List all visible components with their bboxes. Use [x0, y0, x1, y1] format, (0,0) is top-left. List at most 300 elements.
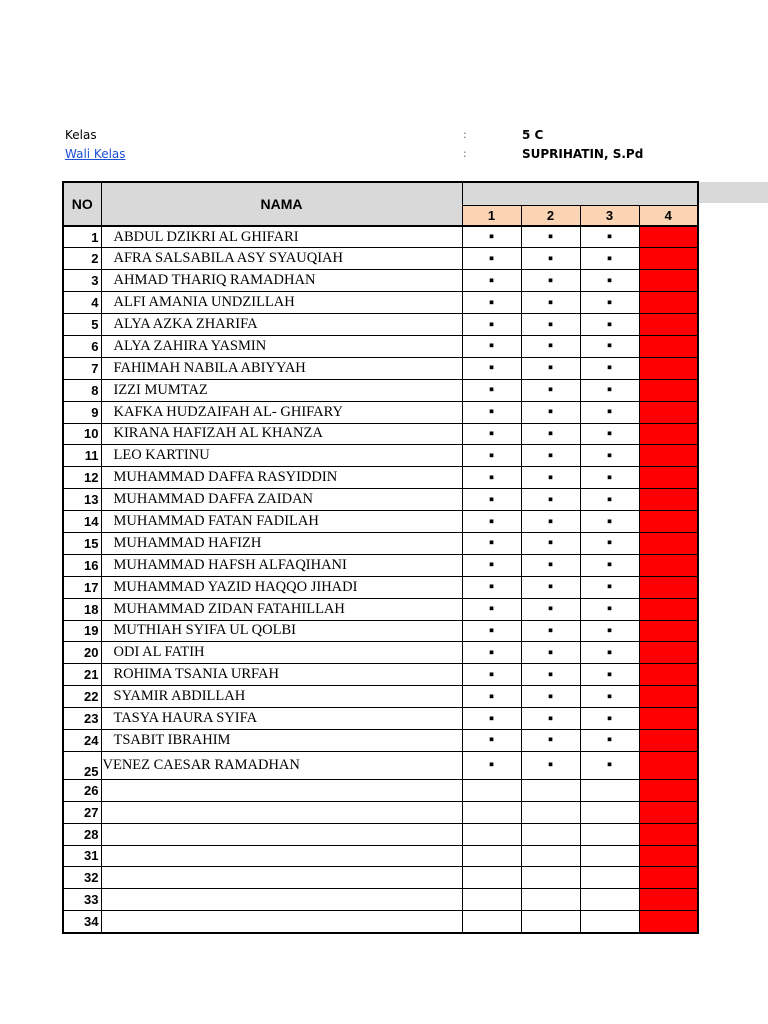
attendance-cell-2: [521, 779, 580, 801]
attendance-cell-2: [521, 292, 580, 314]
attendance-cell-4: [639, 314, 698, 336]
attendance-mark: ▪: [547, 424, 554, 442]
attendance-mark: ▪: [488, 337, 495, 355]
attendance-table: [62, 181, 699, 934]
student-name: TASYA HAURA SYIFA: [101, 708, 462, 730]
table-row: [63, 467, 698, 489]
attendance-cell-3: [580, 576, 639, 598]
attendance-cell-2: [521, 729, 580, 751]
row-number: 33: [63, 889, 101, 911]
attendance-mark: ▪: [547, 293, 554, 311]
attendance-cell-4: [639, 889, 698, 911]
attendance-cell-2: [521, 314, 580, 336]
attendance-cell-1: [462, 686, 521, 708]
attendance-mark: ▪: [488, 578, 495, 596]
attendance-cell-2: [521, 511, 580, 533]
attendance-mark: ▪: [606, 293, 613, 311]
student-name: [101, 867, 462, 889]
attendance-mark: ▪: [547, 709, 554, 727]
attendance-mark: ▪: [488, 293, 495, 311]
attendance-mark: ▪: [606, 381, 613, 399]
attendance-cell-2: [521, 357, 580, 379]
attendance-mark: ▪: [547, 621, 554, 639]
attendance-cell-3: [580, 467, 639, 489]
attendance-mark: ▪: [606, 556, 613, 574]
attendance-cell-4: [639, 686, 698, 708]
attendance-mark: ▪: [488, 643, 495, 661]
attendance-cell-1: [462, 889, 521, 911]
attendance-mark: ▪: [488, 359, 495, 377]
attendance-cell-1: [462, 467, 521, 489]
attendance-cell-2: [521, 248, 580, 270]
attendance-mark: ▪: [547, 731, 554, 749]
attendance-cell-2: [521, 911, 580, 933]
attendance-cell-3: [580, 270, 639, 292]
row-number: 1: [63, 226, 101, 248]
attendance-mark: ▪: [488, 403, 495, 421]
kelas-value: 5 C: [522, 128, 544, 142]
row-number: 13: [63, 489, 101, 511]
student-name: MUTHIAH SYIFA UL QOLBI: [101, 620, 462, 642]
student-name: KAFKA HUDZAIFAH AL- GHIFARY: [101, 401, 462, 423]
attendance-mark: ▪: [488, 600, 495, 618]
attendance-mark: ▪: [547, 337, 554, 355]
attendance-mark: ▪: [547, 756, 554, 774]
student-name: [101, 801, 462, 823]
attendance-mark: ▪: [488, 665, 495, 683]
row-number: 12: [63, 467, 101, 489]
attendance-mark: ▪: [488, 315, 495, 333]
table-row: [63, 335, 698, 357]
student-rows: [63, 226, 698, 933]
attendance-mark: ▪: [547, 315, 554, 333]
attendance-mark: ▪: [547, 643, 554, 661]
attendance-cell-3: [580, 401, 639, 423]
attendance-mark: ▪: [488, 228, 495, 246]
attendance-cell-3: [580, 867, 639, 889]
row-number: 4: [63, 292, 101, 314]
table-row: [63, 801, 698, 823]
row-number: 31: [63, 845, 101, 867]
attendance-mark: ▪: [547, 534, 554, 552]
row-number: 3: [63, 270, 101, 292]
student-name: ALFI AMANIA UNDZILLAH: [101, 292, 462, 314]
student-name: MUHAMMAD FATAN FADILAH: [101, 511, 462, 533]
attendance-cell-3: [580, 708, 639, 730]
attendance-cell-4: [639, 751, 698, 779]
table-row: [63, 401, 698, 423]
attendance-cell-3: [580, 779, 639, 801]
row-number: 17: [63, 576, 101, 598]
attendance-cell-2: [521, 401, 580, 423]
attendance-cell-3: [580, 801, 639, 823]
attendance-cell-2: [521, 445, 580, 467]
table-row: [63, 729, 698, 751]
row-number: 32: [63, 867, 101, 889]
attendance-cell-3: [580, 248, 639, 270]
attendance-mark: ▪: [547, 249, 554, 267]
row-number: 16: [63, 554, 101, 576]
attendance-cell-2: [521, 379, 580, 401]
table-row: [63, 823, 698, 845]
attendance-cell-4: [639, 867, 698, 889]
attendance-cell-3: [580, 729, 639, 751]
attendance-cell-1: [462, 554, 521, 576]
attendance-cell-3: [580, 489, 639, 511]
attendance-cell-4: [639, 445, 698, 467]
attendance-cell-2: [521, 467, 580, 489]
attendance-cell-3: [580, 642, 639, 664]
table-row: [63, 889, 698, 911]
attendance-mark: ▪: [606, 687, 613, 705]
student-name: [101, 779, 462, 801]
attendance-cell-1: [462, 314, 521, 336]
attendance-mark: ▪: [606, 249, 613, 267]
attendance-cell-4: [639, 357, 698, 379]
attendance-cell-3: [580, 554, 639, 576]
attendance-cell-1: [462, 664, 521, 686]
col-2-header: 2: [521, 205, 580, 226]
student-name: ABDUL DZIKRI AL GHIFARI: [101, 226, 462, 248]
row-number: 25: [63, 751, 101, 779]
row-number: 26: [63, 779, 101, 801]
attendance-cell-2: [521, 620, 580, 642]
row-number: 14: [63, 511, 101, 533]
student-name: KIRANA HAFIZAH AL KHANZA: [101, 423, 462, 445]
attendance-mark: ▪: [488, 424, 495, 442]
attendance-cell-1: [462, 292, 521, 314]
row-number: 24: [63, 729, 101, 751]
student-name: SYAMIR ABDILLAH: [101, 686, 462, 708]
attendance-cell-2: [521, 335, 580, 357]
attendance-cell-1: [462, 801, 521, 823]
attendance-cell-4: [639, 779, 698, 801]
table-row: [63, 532, 698, 554]
row-number: 34: [63, 911, 101, 933]
table-row: [63, 423, 698, 445]
attendance-cell-2: [521, 686, 580, 708]
attendance-mark: ▪: [488, 249, 495, 267]
attendance-cell-3: [580, 845, 639, 867]
attendance-cell-4: [639, 226, 698, 248]
row-number: 23: [63, 708, 101, 730]
attendance-mark: ▪: [547, 512, 554, 530]
student-name: [101, 845, 462, 867]
attendance-mark: ▪: [606, 468, 613, 486]
student-name: [101, 823, 462, 845]
attendance-cell-3: [580, 889, 639, 911]
attendance-mark: ▪: [606, 731, 613, 749]
attendance-mark: ▪: [606, 665, 613, 683]
attendance-cell-3: [580, 823, 639, 845]
attendance-cell-2: [521, 270, 580, 292]
attendance-cell-1: [462, 401, 521, 423]
attendance-cell-1: [462, 823, 521, 845]
table-row: [63, 708, 698, 730]
attendance-cell-1: [462, 751, 521, 779]
attendance-cell-3: [580, 335, 639, 357]
table-row: [63, 292, 698, 314]
attendance-mark: ▪: [606, 403, 613, 421]
table-row: [63, 357, 698, 379]
attendance-mark: ▪: [606, 621, 613, 639]
attendance-mark: ▪: [547, 359, 554, 377]
attendance-mark: ▪: [606, 512, 613, 530]
header-nama: NAMA: [101, 182, 462, 226]
table-row: [63, 554, 698, 576]
table-row: [63, 270, 698, 292]
attendance-mark: ▪: [488, 381, 495, 399]
col-3-header: 3: [580, 205, 639, 226]
attendance-cell-3: [580, 620, 639, 642]
attendance-cell-4: [639, 532, 698, 554]
attendance-mark: ▪: [606, 643, 613, 661]
attendance-cell-1: [462, 867, 521, 889]
attendance-cell-3: [580, 357, 639, 379]
attendance-cell-3: [580, 532, 639, 554]
attendance-cell-4: [639, 911, 698, 933]
table-row: [63, 314, 698, 336]
attendance-mark: ▪: [606, 600, 613, 618]
attendance-cell-4: [639, 708, 698, 730]
attendance-cell-4: [639, 729, 698, 751]
attendance-mark: ▪: [606, 424, 613, 442]
attendance-cell-2: [521, 889, 580, 911]
student-name: MUHAMMAD HAFIZH: [101, 532, 462, 554]
attendance-cell-2: [521, 576, 580, 598]
attendance-mark: ▪: [547, 468, 554, 486]
attendance-cell-3: [580, 226, 639, 248]
attendance-cell-1: [462, 248, 521, 270]
attendance-cell-2: [521, 867, 580, 889]
table-row: [63, 226, 698, 248]
attendance-cell-2: [521, 708, 580, 730]
attendance-cell-2: [521, 226, 580, 248]
table-row: [63, 867, 698, 889]
attendance-mark: ▪: [547, 228, 554, 246]
attendance-cell-1: [462, 620, 521, 642]
attendance-cell-4: [639, 379, 698, 401]
attendance-mark: ▪: [547, 687, 554, 705]
student-name: IZZI MUMTAZ: [101, 379, 462, 401]
attendance-cell-4: [639, 664, 698, 686]
attendance-cell-1: [462, 379, 521, 401]
row-number: 11: [63, 445, 101, 467]
attendance-mark: ▪: [488, 490, 495, 508]
attendance-cell-1: [462, 708, 521, 730]
header-group: [462, 182, 698, 205]
attendance-cell-4: [639, 489, 698, 511]
attendance-cell-4: [639, 620, 698, 642]
attendance-cell-3: [580, 686, 639, 708]
col-4-header: 4: [639, 205, 698, 226]
student-name: MUHAMMAD ZIDAN FATAHILLAH: [101, 598, 462, 620]
table-row: [63, 911, 698, 933]
attendance-mark: ▪: [547, 490, 554, 508]
row-number: 22: [63, 686, 101, 708]
attendance-cell-4: [639, 292, 698, 314]
attendance-mark: ▪: [488, 621, 495, 639]
attendance-cell-1: [462, 357, 521, 379]
attendance-cell-1: [462, 845, 521, 867]
attendance-cell-1: [462, 911, 521, 933]
attendance-mark: ▪: [488, 271, 495, 289]
table-row: [63, 620, 698, 642]
attendance-mark: ▪: [547, 665, 554, 683]
row-number: 2: [63, 248, 101, 270]
attendance-mark: ▪: [547, 403, 554, 421]
attendance-cell-2: [521, 598, 580, 620]
row-number: 8: [63, 379, 101, 401]
row-number: 27: [63, 801, 101, 823]
row-number: 5: [63, 314, 101, 336]
attendance-cell-2: [521, 642, 580, 664]
table-row: [63, 598, 698, 620]
student-name: ALYA AZKA ZHARIFA: [101, 314, 462, 336]
table-row: [63, 779, 698, 801]
col-1-header: 1: [462, 205, 521, 226]
kelas-colon: :: [463, 128, 467, 141]
attendance-cell-1: [462, 642, 521, 664]
row-number: 9: [63, 401, 101, 423]
attendance-cell-1: [462, 576, 521, 598]
student-name: AFRA SALSABILA ASY SYAUQIAH: [101, 248, 462, 270]
table-row: [63, 664, 698, 686]
attendance-cell-1: [462, 598, 521, 620]
attendance-cell-2: [521, 801, 580, 823]
attendance-cell-1: [462, 445, 521, 467]
student-name: MUHAMMAD YAZID HAQQO JIHADI: [101, 576, 462, 598]
attendance-cell-2: [521, 664, 580, 686]
student-name: [101, 889, 462, 911]
attendance-cell-4: [639, 801, 698, 823]
table-row: [63, 751, 698, 779]
attendance-cell-3: [580, 911, 639, 933]
student-name: FAHIMAH NABILA ABIYYAH: [101, 357, 462, 379]
student-name: ROHIMA TSANIA URFAH: [101, 664, 462, 686]
row-number: 15: [63, 532, 101, 554]
attendance-cell-4: [639, 554, 698, 576]
attendance-cell-4: [639, 423, 698, 445]
attendance-cell-4: [639, 335, 698, 357]
attendance-mark: ▪: [488, 446, 495, 464]
attendance-cell-4: [639, 270, 698, 292]
attendance-cell-1: [462, 779, 521, 801]
wali-kelas-link[interactable]: Wali Kelas: [65, 147, 126, 161]
attendance-cell-1: [462, 226, 521, 248]
attendance-cell-3: [580, 751, 639, 779]
attendance-mark: ▪: [488, 756, 495, 774]
attendance-cell-2: [521, 554, 580, 576]
attendance-mark: ▪: [606, 228, 613, 246]
attendance-cell-3: [580, 379, 639, 401]
row-number: 21: [63, 664, 101, 686]
student-name: MUHAMMAD DAFFA RASYIDDIN: [101, 467, 462, 489]
attendance-mark: ▪: [547, 600, 554, 618]
attendance-cell-3: [580, 598, 639, 620]
row-number: 7: [63, 357, 101, 379]
attendance-cell-1: [462, 335, 521, 357]
attendance-cell-1: [462, 270, 521, 292]
attendance-cell-1: [462, 511, 521, 533]
student-name: ALYA ZAHIRA YASMIN: [101, 335, 462, 357]
attendance-mark: ▪: [488, 709, 495, 727]
attendance-cell-4: [639, 823, 698, 845]
attendance-mark: ▪: [606, 446, 613, 464]
attendance-cell-3: [580, 445, 639, 467]
row-number: 19: [63, 620, 101, 642]
student-name: MUHAMMAD HAFSH ALFAQIHANI: [101, 554, 462, 576]
attendance-mark: ▪: [606, 534, 613, 552]
student-name: LEO KARTINU: [101, 445, 462, 467]
attendance-cell-3: [580, 423, 639, 445]
table-row: [63, 576, 698, 598]
attendance-cell-2: [521, 751, 580, 779]
attendance-cell-3: [580, 314, 639, 336]
attendance-cell-1: [462, 729, 521, 751]
student-name: ODI AL FATIH: [101, 642, 462, 664]
attendance-mark: ▪: [606, 337, 613, 355]
attendance-mark: ▪: [547, 578, 554, 596]
attendance-cell-4: [639, 845, 698, 867]
attendance-mark: ▪: [606, 271, 613, 289]
attendance-mark: ▪: [606, 578, 613, 596]
row-number: 18: [63, 598, 101, 620]
attendance-mark: ▪: [606, 315, 613, 333]
student-name: AHMAD THARIQ RAMADHAN: [101, 270, 462, 292]
attendance-cell-3: [580, 664, 639, 686]
attendance-mark: ▪: [488, 534, 495, 552]
attendance-cell-4: [639, 576, 698, 598]
attendance-mark: ▪: [488, 512, 495, 530]
attendance-mark: ▪: [606, 490, 613, 508]
table-row: [63, 248, 698, 270]
attendance-cell-1: [462, 423, 521, 445]
attendance-mark: ▪: [488, 468, 495, 486]
wali-kelas-colon: :: [463, 147, 467, 160]
attendance-mark: ▪: [547, 381, 554, 399]
attendance-mark: ▪: [547, 271, 554, 289]
attendance-cell-2: [521, 532, 580, 554]
table-row: [63, 511, 698, 533]
student-name: VENEZ CAESAR RAMADHAN: [101, 751, 462, 779]
student-name: TSABIT IBRAHIM: [101, 729, 462, 751]
attendance-mark: ▪: [547, 446, 554, 464]
attendance-cell-4: [639, 598, 698, 620]
attendance-mark: ▪: [488, 731, 495, 749]
row-number: 6: [63, 335, 101, 357]
attendance-mark: ▪: [547, 556, 554, 574]
attendance-cell-4: [639, 248, 698, 270]
table-row: [63, 845, 698, 867]
attendance-cell-1: [462, 489, 521, 511]
wali-kelas-value: SUPRIHATIN, S.Pd: [522, 147, 644, 161]
attendance-mark: ▪: [488, 687, 495, 705]
table-row: [63, 642, 698, 664]
student-name: MUHAMMAD DAFFA ZAIDAN: [101, 489, 462, 511]
attendance-cell-2: [521, 423, 580, 445]
table-row: [63, 445, 698, 467]
attendance-cell-2: [521, 845, 580, 867]
attendance-cell-4: [639, 511, 698, 533]
kelas-label: Kelas: [65, 128, 97, 142]
row-number: 20: [63, 642, 101, 664]
attendance-cell-1: [462, 532, 521, 554]
attendance-cell-4: [639, 467, 698, 489]
attendance-cell-2: [521, 489, 580, 511]
attendance-cell-3: [580, 292, 639, 314]
table-row: [63, 489, 698, 511]
